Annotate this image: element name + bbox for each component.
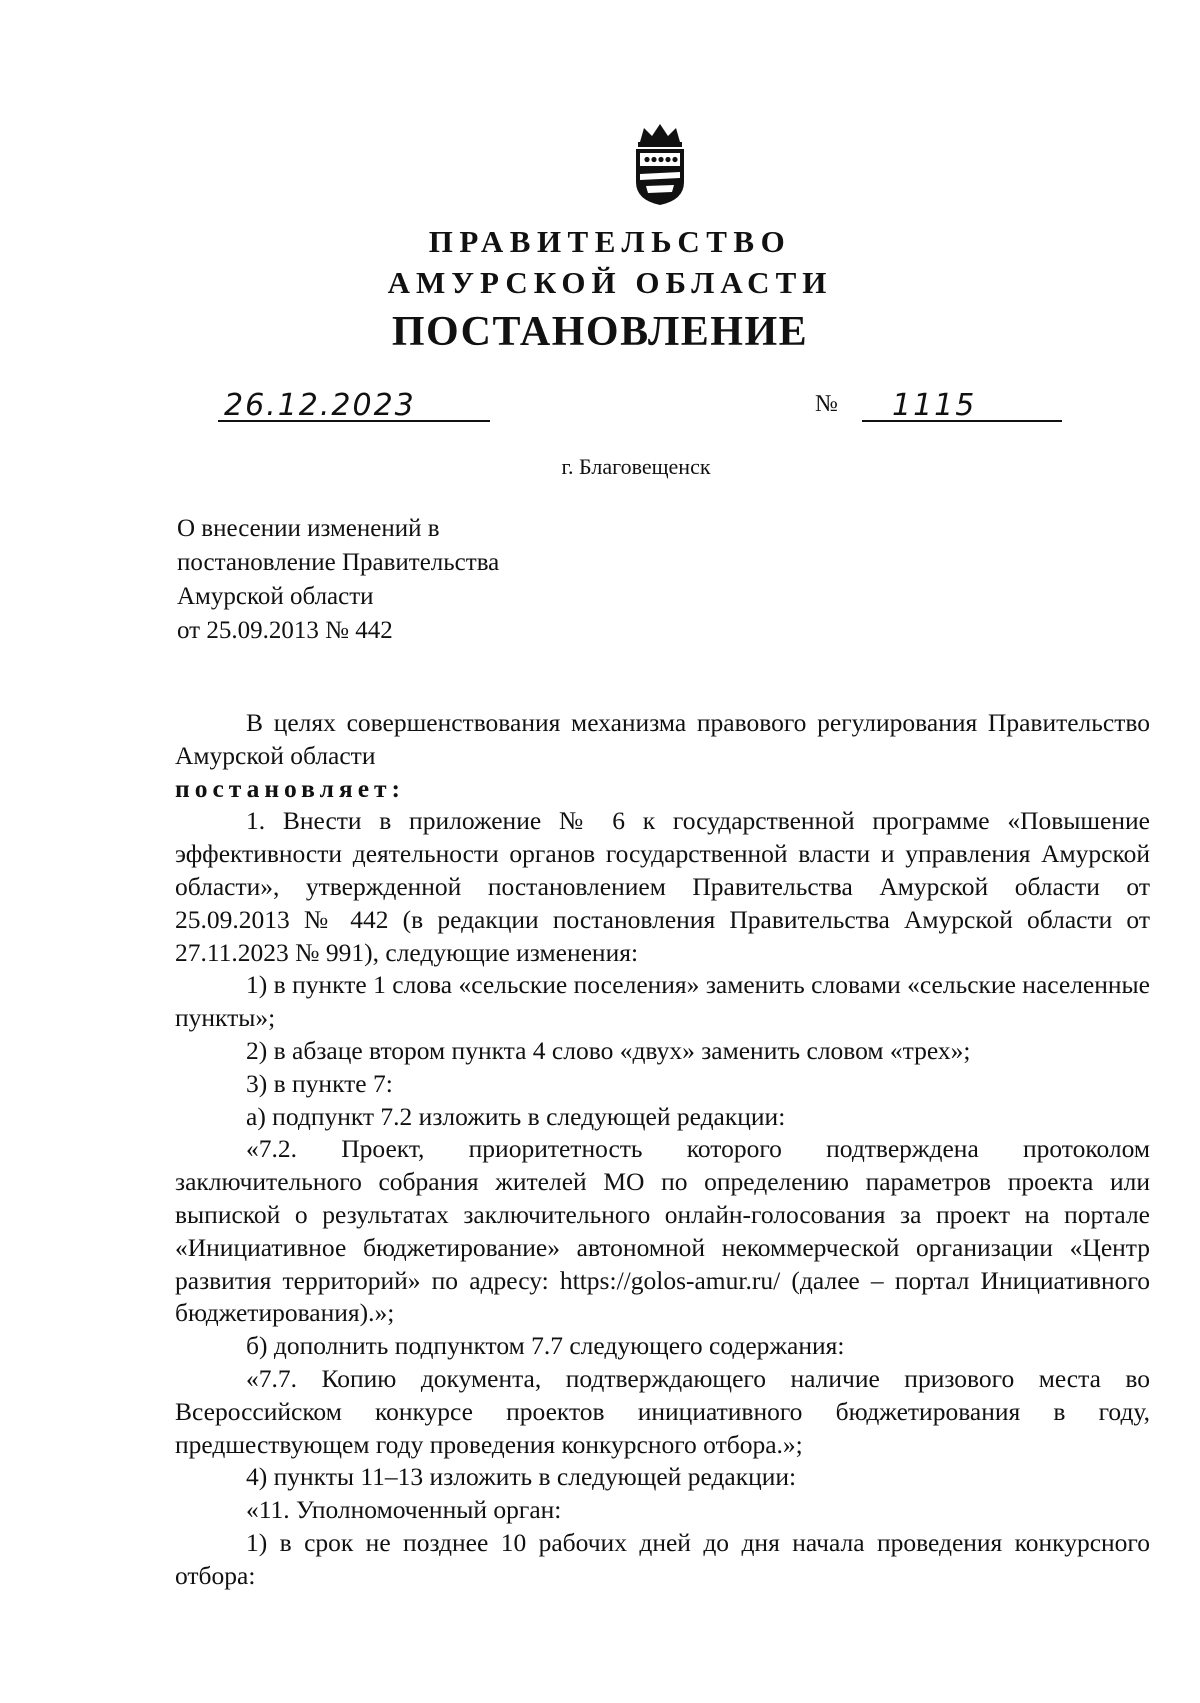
paragraph-10: «11. Уполномоченный орган: — [246, 1495, 562, 1525]
paragraph-7: б) дополнить подпунктом 7.7 следующего содержания: — [246, 1331, 845, 1361]
paragraph-2: 1) в пункте 1 слова «сельские поселения» заменить словами «сельские населенные пункты»; — [175, 970, 1150, 1033]
paragraph-5: а) подпункт 7.2 изложить в следующей редакции: — [246, 1101, 786, 1131]
decree-body — [175, 707, 1150, 1593]
intro-paragraph: В целях совершенствования механизма правового регулирования Правительство Амурской области — [175, 708, 1150, 770]
subject-line: О внесении изменений в — [177, 515, 440, 542]
government-name-line2: АМУРСКОЙ ОБЛАСТИ — [387, 265, 833, 300]
number-sign: № — [815, 391, 838, 417]
city-name: г. Благовещенск — [561, 454, 711, 479]
government-name-line1: ПРАВИТЕЛЬСТВО — [428, 224, 792, 259]
paragraph-6: «7.2. Проект, приоритетность которого подтверждена протоколом заключительного собрания жителей МО по определению параметров проекта или выпиской о результатах заключительного онлайн-голосования за проект на портале «Инициативное бюджетирование» автономной некоммерческой организации «Центр развития территорий» по адресу: https://golos-amur.ru/ (далее – портал Инициативного бюджетирования).»; — [175, 1134, 1150, 1328]
paragraph-1: 1. Внести в приложение № 6 к государственной программе «Повышение эффективности деятельности органов государственной власти и управления Амурской области», утвержденной постановлением Правительства Амурской области от 25.09.2013 № 442 (в редакции постановления Правительства Амурской области от 27.11.2023 № 991), следующие изменения: — [175, 806, 1150, 967]
decree-number-handwritten: 1115 — [892, 388, 977, 423]
paragraph-8: «7.7. Копию документа, подтверждающего наличие призового места во Всероссийском конкурсе проектов инициативного бюджетирования в году, предшествующем году проведения конкурсного отбора.»; — [175, 1363, 1150, 1459]
decree-date-handwritten: 26.12.2023 — [224, 388, 416, 423]
subject-line: постановление Правительства — [177, 549, 500, 576]
subject-line: от 25.09.2013 № 442 — [177, 617, 393, 644]
coat-of-arms-icon — [630, 122, 690, 206]
document-type-title: ПОСТАНОВЛЕНИЕ — [391, 309, 809, 355]
decree-subject — [177, 512, 499, 648]
decree-number-field — [862, 380, 1062, 422]
paragraph-3: 2) в абзаце втором пункта 4 слово «двух» заменить словом «трех»; — [246, 1035, 971, 1065]
paragraph-4: 3) в пункте 7: — [246, 1068, 393, 1098]
paragraph-11: 1) в срок не позднее 10 рабочих дней до дня начала проведения конкурсного отбора: — [175, 1527, 1150, 1590]
paragraph-9: 4) пункты 11–13 изложить в следующей редакции: — [246, 1462, 797, 1492]
decree-date-field — [218, 380, 490, 422]
resolve-word: постановляет: — [175, 773, 406, 803]
subject-line: Амурской области — [177, 583, 374, 610]
